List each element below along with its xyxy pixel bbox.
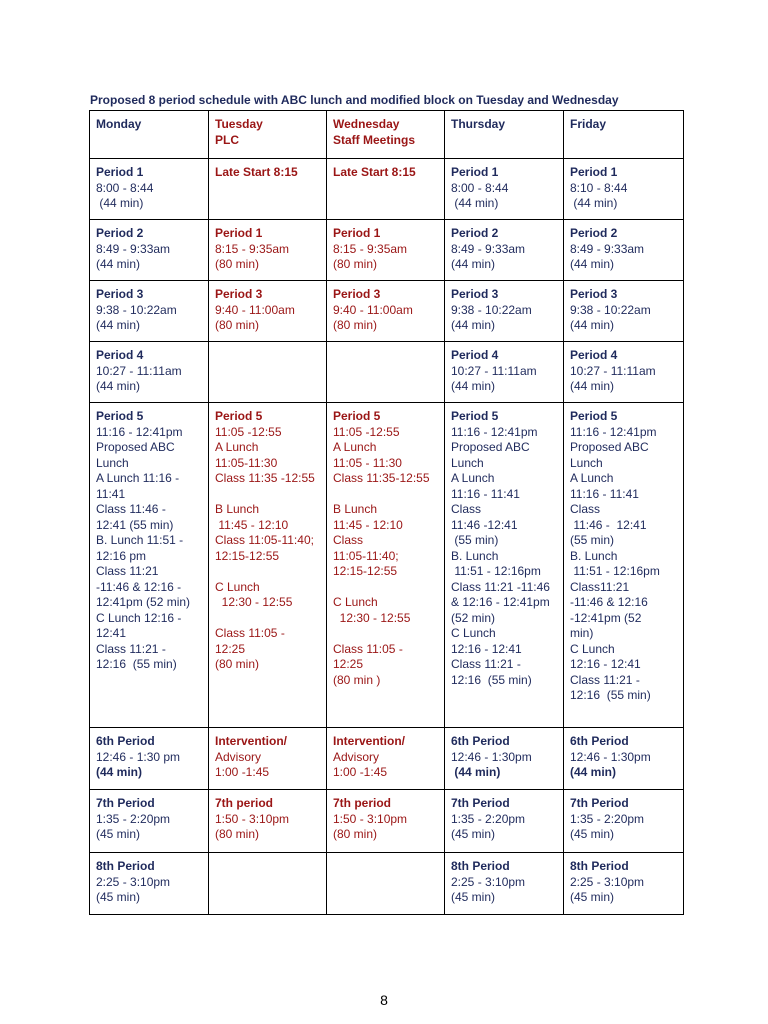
cell-line: Proposed ABC: [570, 440, 649, 454]
cell-line: 12:46 - 1:30pm: [570, 749, 651, 764]
cell-monday: [90, 728, 209, 790]
cell-line: Period 1: [451, 165, 499, 179]
cell-line: 1:50 - 3:10pm: [333, 811, 408, 826]
cell-line: (44 min): [570, 379, 615, 393]
cell-line: 10:27 - 11:11am: [570, 363, 656, 378]
cell-wednesday: [327, 281, 445, 342]
cell-line: 7th period: [215, 796, 274, 810]
cell-line: [215, 564, 320, 580]
cell-line: Period 4: [570, 348, 618, 362]
cell-wednesday: [327, 220, 445, 281]
cell-line: 9:40 - 11:00am: [333, 302, 413, 317]
cell-line: Intervention/: [215, 734, 288, 748]
cell-line: 8:49 - 9:33am: [570, 241, 645, 256]
cell-line: 11:51 - 12:16pm: [451, 564, 541, 578]
cell-line: 1:00 -1:45: [215, 765, 270, 779]
cell-line: Period 5: [96, 409, 144, 423]
cell-friday: [564, 728, 684, 790]
cell-line: (44 min): [570, 318, 615, 332]
cell-monday: [90, 403, 209, 728]
page-title: Proposed 8 period schedule with ABC lunch and modified block on Tuesday and Wednesday: [90, 93, 619, 107]
cell-line: (80 min ): [333, 672, 381, 687]
cell-line: Advisory: [215, 749, 262, 764]
cell-line: (80 min): [215, 827, 260, 841]
cell-line: Period 1: [333, 226, 381, 240]
cell-line: & 12:16 - 12:41pm: [451, 595, 550, 609]
cell-line: 12:30 - 12:55: [333, 610, 411, 625]
cell-thursday: [445, 728, 564, 790]
cell-line: 12:41: [96, 626, 127, 640]
cell-tuesday: [209, 111, 327, 159]
cell-line: [215, 611, 320, 627]
cell-tuesday: [209, 403, 327, 728]
cell-line: Period 4: [451, 348, 499, 362]
cell-line: 2:25 - 3:10pm: [96, 874, 171, 889]
cell-line: 12:15-12:55: [215, 548, 280, 563]
cell-line: Class 11:46 -: [96, 502, 166, 516]
cell-thursday: [445, 281, 564, 342]
cell-line: 7th Period: [570, 796, 629, 810]
cell-line: Class: [333, 533, 364, 547]
cell-line: (44 min): [451, 318, 496, 332]
cell-line: 12:46 - 1:30 pm: [96, 749, 181, 764]
cell-line: (80 min): [333, 318, 378, 332]
cell-line: 7th Period: [96, 796, 155, 810]
cell-line: (44 min): [96, 379, 141, 393]
cell-line: Monday: [96, 117, 142, 131]
cell-line: (80 min): [215, 657, 260, 671]
cell-tuesday: [209, 281, 327, 342]
cell-line: Period 4: [96, 348, 144, 362]
schedule-row: [90, 342, 684, 403]
cell-line: 7th Period: [451, 796, 510, 810]
cell-monday: [90, 790, 209, 853]
cell-line: (44 min): [96, 196, 144, 210]
cell-line: (80 min): [215, 257, 260, 271]
cell-friday: [564, 790, 684, 853]
cell-line: min): [570, 626, 594, 640]
cell-line: (45 min): [451, 827, 496, 841]
cell-line: (44 min): [570, 765, 617, 779]
cell-line: 11:45 - 12:10: [215, 517, 289, 532]
cell-line: Class 11:21 -11:46: [451, 579, 550, 594]
cell-line: (55 min): [570, 533, 615, 547]
cell-line: 8:00 - 8:44: [96, 180, 154, 195]
cell-line: (44 min): [451, 257, 496, 271]
cell-line: 12:30 - 12:55: [215, 595, 293, 609]
cell-line: Period 2: [451, 226, 499, 240]
schedule-row: [90, 728, 684, 790]
cell-line: 11:16 - 12:41pm: [96, 424, 183, 439]
cell-line: 12:16 (55 min): [96, 657, 177, 671]
schedule-row: [90, 403, 684, 728]
header-row: [90, 111, 684, 159]
cell-line: 8:15 - 9:35am: [215, 241, 290, 256]
cell-monday: [90, 853, 209, 915]
cell-thursday: [445, 111, 564, 159]
cell-line: Period 1: [215, 226, 263, 240]
cell-line: 12:15-12:55: [333, 564, 398, 578]
cell-line: 11:45 - 12:10: [333, 517, 403, 532]
cell-line: 8:00 - 8:44: [451, 180, 509, 195]
cell-line: -11:46 & 12:16 -: [96, 579, 182, 594]
schedule-row: [90, 159, 684, 220]
cell-line: 6th Period: [451, 734, 510, 748]
cell-line: 11:46 - 12:41: [570, 517, 647, 532]
cell-wednesday: [327, 342, 445, 403]
cell-line: C Lunch: [451, 626, 496, 640]
cell-thursday: [445, 403, 564, 728]
cell-monday: [90, 342, 209, 403]
cell-line: Period 2: [96, 226, 144, 240]
cell-line: (80 min): [333, 827, 378, 841]
cell-line: 12:41pm (52 min): [96, 595, 191, 609]
cell-friday: [564, 281, 684, 342]
cell-line: Tuesday: [215, 117, 263, 131]
cell-line: 9:40 - 11:00am: [215, 302, 295, 317]
cell-line: A Lunch: [451, 471, 495, 485]
cell-line: Wednesday: [333, 117, 400, 131]
cell-line: (52 min): [451, 610, 496, 625]
schedule-row: [90, 790, 684, 853]
cell-line: 6th Period: [96, 734, 155, 748]
cell-line: Period 1: [570, 165, 618, 179]
cell-line: A Lunch: [215, 440, 259, 454]
cell-line: Lunch: [96, 455, 129, 470]
cell-line: 12:41 (55 min): [96, 517, 174, 532]
cell-line: 12:16 - 12:41: [451, 641, 522, 656]
cell-line: 2:25 - 3:10pm: [570, 874, 645, 889]
cell-line: B. Lunch 11:51 -: [96, 533, 184, 547]
cell-line: Period 5: [451, 409, 499, 423]
cell-line: (45 min): [96, 827, 141, 841]
cell-line: Class 11:05-11:40;: [215, 533, 314, 547]
cell-line: -11:46 & 12:16: [570, 595, 648, 609]
cell-thursday: [445, 342, 564, 403]
cell-wednesday: [327, 790, 445, 853]
cell-line: Lunch: [451, 455, 484, 470]
cell-wednesday: [327, 728, 445, 790]
cell-line: 8:10 - 8:44: [570, 180, 628, 195]
cell-line: 1:50 - 3:10pm: [215, 811, 290, 826]
cell-monday: [90, 159, 209, 220]
cell-line: Period 3: [215, 287, 263, 301]
cell-line: Proposed ABC: [96, 440, 175, 454]
cell-line: C Lunch: [215, 579, 260, 594]
cell-line: Class 11:21 -: [451, 657, 521, 671]
cell-line: Period 5: [215, 409, 263, 423]
cell-line: 2:25 - 3:10pm: [451, 874, 526, 889]
cell-tuesday: [209, 342, 327, 403]
cell-monday: [90, 281, 209, 342]
cell-line: 11:05-11:30: [215, 455, 278, 470]
cell-wednesday: [327, 159, 445, 220]
cell-line: 11:16 - 12:41pm: [451, 424, 538, 439]
page-number: 8: [380, 992, 388, 1008]
cell-line: 8th Period: [96, 859, 155, 873]
cell-line: 1:35 - 2:20pm: [570, 811, 645, 826]
cell-line: (44 min): [570, 257, 615, 271]
schedule-row: [90, 220, 684, 281]
cell-line: 11:05-11:40;: [333, 548, 399, 563]
cell-thursday: [445, 853, 564, 915]
cell-line: Friday: [570, 117, 607, 131]
cell-line: (55 min): [451, 533, 499, 547]
cell-line: 12:25: [215, 641, 246, 656]
cell-tuesday: [209, 220, 327, 281]
cell-line: 10:27 - 11:11am: [451, 363, 537, 378]
cell-tuesday: [209, 790, 327, 853]
cell-line: Thursday: [451, 117, 506, 131]
cell-line: Class 11:21 -: [570, 672, 640, 687]
cell-line: Period 3: [96, 287, 144, 301]
cell-line: (44 min): [96, 765, 143, 779]
cell-line: -12:41pm (52: [570, 610, 642, 625]
cell-line: 12:46 - 1:30pm: [451, 749, 532, 764]
cell-line: 12:25: [333, 657, 364, 671]
cell-line: 11:05 -12:55: [215, 424, 282, 439]
cell-line: B. Lunch: [451, 548, 499, 563]
cell-line: (44 min): [451, 196, 499, 210]
cell-line: Period 3: [570, 287, 618, 301]
cell-line: Period 1: [96, 165, 144, 179]
cell-line: (44 min): [570, 196, 618, 210]
cell-line: 1:35 - 2:20pm: [451, 811, 526, 826]
cell-line: Period 2: [570, 226, 618, 240]
cell-thursday: [445, 159, 564, 220]
cell-line: 11:16 - 11:41: [570, 486, 639, 501]
cell-line: Period 5: [333, 409, 381, 423]
cell-line: 12:16 (55 min): [451, 672, 532, 687]
cell-wednesday: [327, 111, 445, 159]
cell-line: [333, 626, 438, 642]
cell-line: Staff Meetings: [333, 132, 416, 147]
cell-line: Late Start 8:15: [215, 165, 298, 179]
cell-line: Class 11:35-12:55: [333, 471, 430, 485]
cell-line: B Lunch: [215, 502, 260, 516]
cell-thursday: [445, 790, 564, 853]
cell-line: [215, 487, 320, 503]
cell-line: Advisory: [333, 749, 380, 764]
cell-line: 7th period: [333, 796, 392, 810]
cell-tuesday: [209, 159, 327, 220]
cell-line: A Lunch 11:16 -: [96, 471, 180, 485]
cell-friday: [564, 220, 684, 281]
cell-line: Period 5: [570, 409, 618, 423]
cell-line: Late Start 8:15: [333, 165, 416, 179]
cell-line: 12:16 (55 min): [570, 688, 651, 702]
cell-line: (44 min): [96, 318, 141, 332]
cell-line: (45 min): [570, 827, 615, 841]
cell-tuesday: [209, 728, 327, 790]
cell-line: Class11:21: [570, 579, 630, 594]
cell-line: B. Lunch: [570, 548, 618, 563]
cell-line: 8th Period: [570, 859, 629, 873]
cell-line: 11:16 - 11:41: [451, 486, 520, 501]
cell-line: 11:05 - 11:30: [333, 455, 402, 470]
cell-line: Class: [570, 502, 601, 516]
cell-wednesday: [327, 403, 445, 728]
cell-friday: [564, 342, 684, 403]
cell-line: Period 3: [451, 287, 499, 301]
cell-line: [333, 487, 438, 503]
cell-line: (44 min): [451, 765, 501, 779]
cell-tuesday: [209, 853, 327, 915]
cell-line: 6th Period: [570, 734, 629, 748]
cell-line: 9:38 - 10:22am: [96, 302, 177, 317]
cell-line: Class 11:21: [96, 564, 159, 578]
cell-line: 11:46 -12:41: [451, 517, 518, 532]
cell-line: 9:38 - 10:22am: [451, 302, 532, 317]
cell-line: Class 11:21 -: [96, 641, 166, 656]
cell-thursday: [445, 220, 564, 281]
cell-line: 8:49 - 9:33am: [96, 241, 171, 256]
cell-line: Intervention/: [333, 734, 406, 748]
cell-line: C Lunch 12:16 -: [96, 610, 182, 625]
cell-line: Class 11:35 -12:55: [215, 471, 315, 485]
cell-line: C Lunch: [570, 641, 615, 656]
cell-line: 11:41: [96, 486, 126, 501]
cell-line: (80 min): [333, 257, 378, 271]
cell-monday: [90, 111, 209, 159]
cell-line: B Lunch: [333, 502, 378, 516]
cell-line: Class 11:05 -: [215, 626, 285, 640]
cell-line: (45 min): [570, 890, 615, 904]
cell-wednesday: [327, 853, 445, 915]
cell-line: 9:38 - 10:22am: [570, 302, 651, 317]
cell-friday: [564, 159, 684, 220]
schedule-table: [89, 110, 684, 915]
cell-line: A Lunch: [333, 440, 377, 454]
cell-line: (44 min): [96, 257, 141, 271]
cell-line: Class: [451, 502, 482, 516]
cell-line: 11:16 - 12:41pm: [570, 424, 657, 439]
cell-line: (44 min): [451, 379, 496, 393]
cell-friday: [564, 403, 684, 728]
cell-line: C Lunch: [333, 595, 378, 609]
cell-friday: [564, 853, 684, 915]
cell-line: 8:49 - 9:33am: [451, 241, 526, 256]
cell-line: (45 min): [451, 890, 496, 904]
cell-friday: [564, 111, 684, 159]
cell-monday: [90, 220, 209, 281]
cell-line: 12:16 pm: [96, 548, 147, 563]
cell-line: 1:00 -1:45: [333, 765, 388, 779]
schedule-row: [90, 281, 684, 342]
cell-line: (45 min): [96, 890, 141, 904]
cell-line: Class 11:05 -: [333, 641, 403, 656]
cell-line: 10:27 - 11:11am: [96, 363, 182, 378]
cell-line: (80 min): [215, 318, 260, 332]
cell-line: 8th Period: [451, 859, 510, 873]
cell-line: PLC: [215, 132, 239, 147]
cell-line: Period 3: [333, 287, 381, 301]
cell-line: 8:15 - 9:35am: [333, 241, 408, 256]
cell-line: Proposed ABC: [451, 440, 530, 454]
cell-line: A Lunch: [570, 471, 614, 485]
cell-line: [333, 580, 438, 596]
cell-line: 12:16 - 12:41: [570, 657, 641, 671]
cell-line: 11:05 -12:55: [333, 424, 400, 439]
cell-line: 1:35 - 2:20pm: [96, 811, 171, 826]
cell-line: 11:51 - 12:16pm: [570, 564, 660, 578]
schedule-row: [90, 853, 684, 915]
cell-line: Lunch: [570, 455, 603, 470]
